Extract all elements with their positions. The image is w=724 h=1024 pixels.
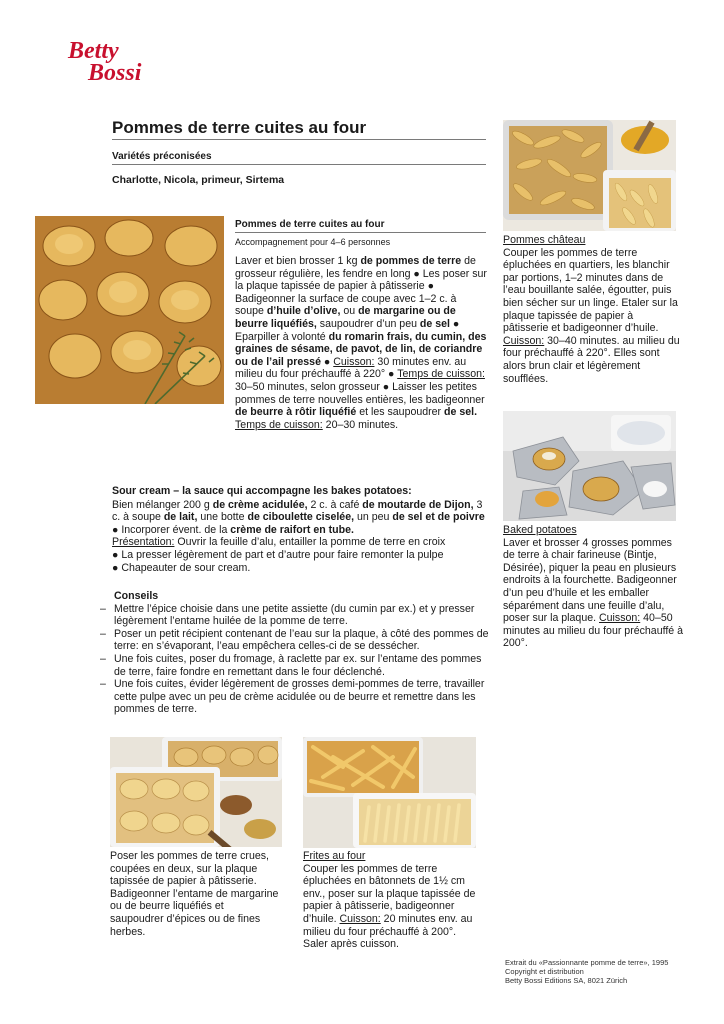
chateau-heading: Pommes château: [503, 234, 586, 246]
photo-pommes-chateau: [503, 120, 676, 231]
recipe-seg: 30–50 minutes, selon grosseur ● Laisser les petites pommes de terre nouvelles entières, les badigeonner: [235, 380, 485, 406]
conseils-heading: Conseils: [114, 590, 159, 602]
sour-cream-heading: Sour cream – la sauce qui accompagne les bakes potatoes:: [112, 485, 412, 497]
recipe-seg-bold: de sel.: [444, 406, 478, 419]
recipe-temps-label: Temps de cuisson:: [397, 368, 485, 381]
sc-seg: 2 c. à café: [307, 498, 363, 511]
recipe-seg: 30 minutes env. au milieu du four préchauffé à 220° ●: [235, 355, 467, 381]
conseil-item: – Poser un petit récipient contenant de l’eau sur la plaque, à côté des pommes de terre: en s’évaporant, l’eau empêchera celles-ci de se dessécher.: [100, 628, 492, 653]
brand-logo-line2: Bossi: [88, 60, 142, 86]
sc-seg: une botte: [197, 511, 248, 524]
baked-text-2: 40–50 minutes au milieu du four préchauffé à 200°.: [503, 612, 684, 650]
baked-text-1: Laver et brosser 4 grosses pommes de terre à chair farineuse (Bintje, Désirée), piquer la peau en plusieurs endroits à la fourchette. Badigeonner d’un peu d’huile et les emballer séparément dans une feuille d’alu, poser sur la plaque.: [503, 536, 677, 625]
frites-text-1: Couper les pommes de terre épluchées en bâtonnets de 1½ cm env., poser sur la plaque tapissée de papier à pâtisserie, badigeonner d’huile.: [303, 862, 476, 925]
recipe-seg: 20–30 minutes.: [322, 418, 399, 431]
presentation-step: ● Chapeauter de sour cream.: [112, 561, 251, 574]
frites-text-2: 20 minutes env. au milieu du four préchauffé à 200°. Saler après cuisson.: [303, 912, 473, 951]
recipe-text: [235, 255, 487, 431]
conseil-item: – Mettre l’épice choisie dans une petite assiette (du cumin par ex.) et y presser légèrement l’entame huilée de la pomme de terre.: [100, 603, 492, 628]
recipe-seg-bold: de margarine ou de beurre liquéfiés,: [235, 305, 456, 330]
recipe-seg: saupoudrer d’un peu: [316, 317, 420, 330]
chateau-cuisson-label: Cuisson:: [503, 334, 545, 347]
varieties-rule: [112, 164, 486, 165]
conseil-item: – Une fois cuites, poser du fromage, à raclette par ex. sur l’entame des pommes de terre, faire fondre en remettant dans le four déclenché.: [100, 653, 492, 678]
brand-logo: [68, 40, 141, 84]
page-title: Pommes de terre cuites au four: [112, 118, 367, 137]
recipe-heading: Pommes de terre cuites au four: [235, 219, 385, 230]
source-line: Copyright et distribution: [505, 967, 584, 976]
photo-frites: [303, 737, 476, 848]
recipe-seg: ou: [340, 305, 359, 318]
recipe-seg: ● Eparpiller à volonté: [235, 317, 460, 343]
conseils-section: [100, 590, 492, 716]
sour-cream-section: [112, 485, 488, 574]
recipe-seg-bold: d’huile d’olive,: [266, 305, 341, 318]
photo-halves-on-tray: [110, 737, 282, 847]
varieties-heading: Variétés préconisées: [112, 151, 212, 162]
source-line: Extrait du «Passionnante pomme de terre», 1995: [505, 958, 669, 967]
sc-seg: ● Incorporer évent. de la: [112, 523, 231, 536]
photo-potato-halves: [35, 216, 224, 404]
frites-caption: [303, 850, 481, 951]
sour-cream-presentation: [112, 536, 488, 549]
sc-seg-bold: crème de raifort en tube.: [230, 523, 354, 536]
recipe-seg-bold: de pommes de terre: [360, 255, 462, 267]
sc-seg: 3 c. à soupe: [112, 498, 483, 524]
sc-seg-bold: de ciboulette ciselée,: [247, 511, 355, 524]
recipe-seg-bold: du romarin frais, du cumin, des graines de sésame, de pavot, de lin, de coriandre ou de l’ail pressé: [235, 330, 487, 368]
recipe-seg: et les saupoudrer: [356, 406, 445, 419]
title-rule: [112, 139, 486, 140]
baked-caption: [503, 524, 683, 650]
sc-seg: un peu: [354, 511, 393, 524]
halves-caption: Poser les pommes de terre crues, coupées en deux, sur la plaque tapissée de papier à pâtisserie. Badigeonner l’entame de margarine ou de beurre liquéfiés et saupoudrer d’épices ou de fines herbes.: [110, 850, 279, 938]
recipe-cuisson-label: Cuisson:: [333, 355, 375, 368]
sour-cream-text: [112, 499, 488, 537]
recipe-rule: [235, 232, 486, 233]
recipe-seg: de grosseur régulière, les fendre en long ● Les poser sur la plaque tapissée de papier à pâtisserie ● Badigeonner la surface de coupe avec 1–2 c. à soupe: [235, 255, 487, 318]
sc-seg: Bien mélanger 200 g: [112, 498, 213, 511]
sc-seg-bold: de crème acidulée,: [212, 498, 308, 511]
chateau-caption: [503, 234, 681, 385]
chateau-text-1: Couper les pommes de terre épluchées en quartiers, les blanchir par portions, 1–2 minutes dans de l’eau bouillante salée, égoutter, puis bien sécher sur un linge. Etaler sur la plaque tapissée de papier à pâtisserie et badigeonner d’huile.: [503, 246, 678, 335]
baked-heading: Baked potatoes: [503, 524, 577, 536]
source-line: Betty Bossi Editions SA, 8021 Zürich: [505, 976, 628, 985]
presentation-step: ● La presser légèrement de part et d’autre pour faire remonter la pulpe: [112, 548, 444, 561]
varieties-list: Charlotte, Nicola, primeur, Sirtema: [112, 174, 285, 186]
brand-logo-line1: Betty: [68, 38, 119, 64]
source-note: [505, 958, 668, 985]
photo-baked-potatoes: [503, 411, 676, 521]
sc-seg-bold: de moutarde de Dijon,: [362, 498, 474, 511]
recipe-seg: Laver et bien brosser 1 kg: [235, 255, 361, 267]
sc-seg-bold: de sel et de poivre: [392, 511, 485, 524]
recipe-seg-bold: de beurre à rôtir liquéfié: [235, 406, 357, 419]
recipe-temps-label: Temps de cuisson:: [235, 418, 323, 431]
recipe-seg-bold: de sel: [419, 317, 450, 330]
recipe-servings: Accompagnement pour 4–6 personnes: [235, 237, 391, 247]
chateau-text-2: 30–40 minutes. au milieu du four préchauffé à 220°. Elles sont alors brun clair et légèrement soufflées.: [503, 334, 680, 385]
presentation-label: Présentation:: [112, 536, 175, 549]
sc-seg-bold: de lait,: [163, 511, 198, 524]
presentation-text: Ouvrir la feuille d’alu, entailler la pomme de terre en croix: [174, 536, 446, 549]
recipe-seg: ●: [320, 355, 334, 368]
baked-cuisson-label: Cuisson:: [599, 612, 641, 625]
frites-heading: Frites au four: [303, 850, 366, 862]
conseil-item: – Une fois cuites, évider légèrement de grosses demi-pommes de terre, travailler cette pulpe avec un peu de crème acidulée ou de beurre et remettre dans les pommes de terre.: [100, 678, 492, 716]
frites-cuisson-label: Cuisson:: [339, 912, 381, 925]
